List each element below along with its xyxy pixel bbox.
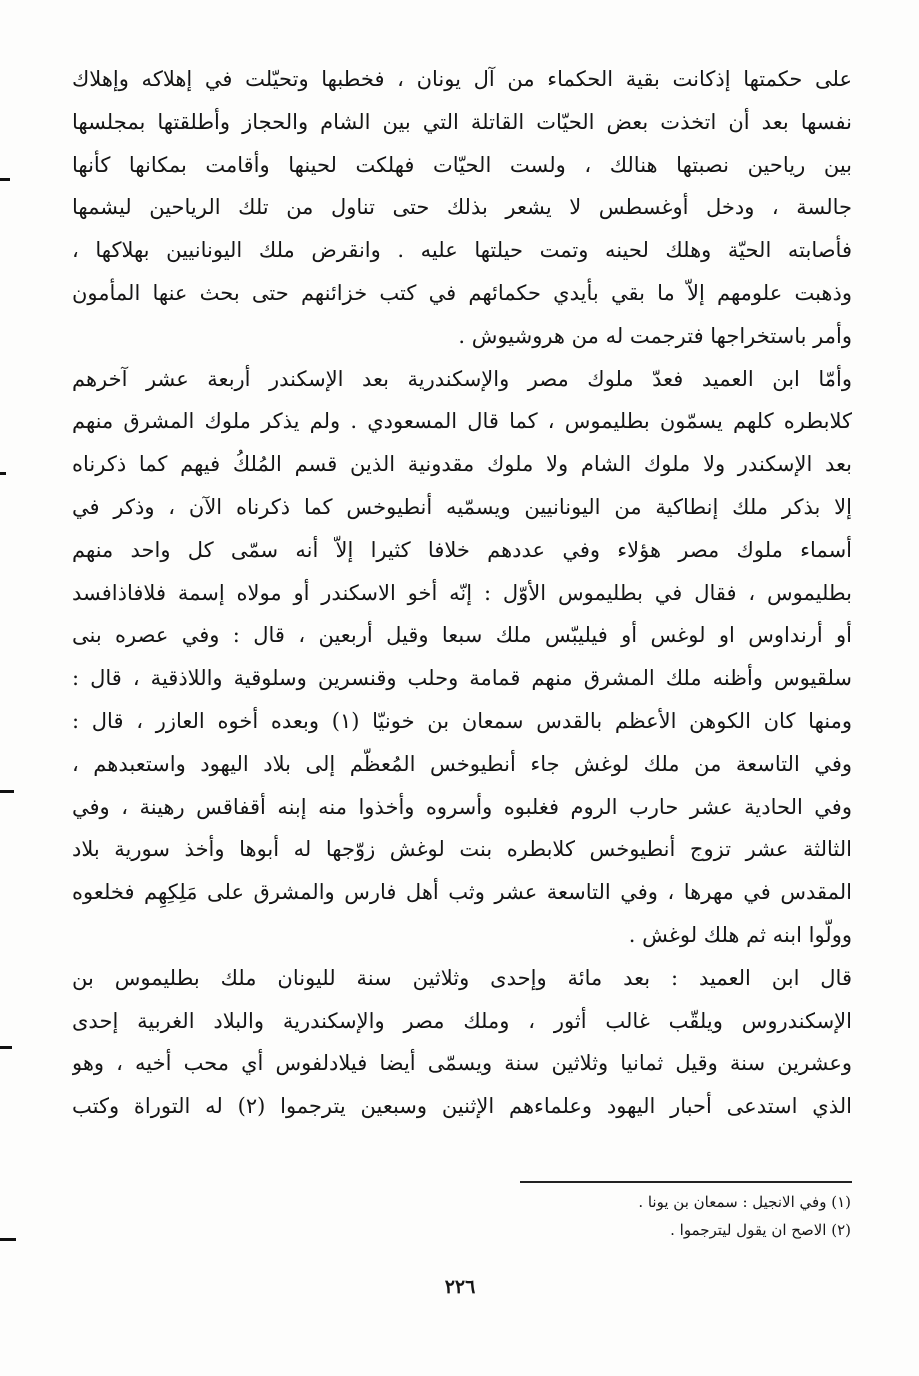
text-line: فأصابته الحيّة وهلك لحينه وتمت حيلتها عليه . وانقرض ملك اليونانيين بهلاكها ، — [72, 238, 852, 263]
scan-edge-mark — [0, 1238, 16, 1241]
page-number: ٢٢٦ — [444, 1276, 476, 1298]
text-line: وفي التاسعة من ملك لوغش جاء أنطيوخس المُعظّم إلى بلاد اليهود واستعبدهم ، — [72, 751, 852, 776]
text-line: وعشرين سنة وقيل ثمانيا وثلاثين سنة ويسمّى أيضا فيلادلفوس أي محب أخيه ، وهو — [72, 1051, 852, 1076]
text-line: الإسكندروس ويلقّب غالب أثور ، وملك مصر والإسكندرية والبلاد الغربية إحدى — [72, 1008, 852, 1033]
text-line: أسماء ملوك مصر هؤلاء وفي عددهم خلافا كثيرا إلاّ أنه سمّى كل واحد منهم — [72, 537, 852, 562]
footnote: (١) وفي الانجيل : سمعان بن يونا . — [638, 1193, 851, 1211]
scan-edge-mark — [0, 790, 14, 793]
scan-edge-mark — [0, 472, 6, 475]
text-line: بطليموس ، فقال في بطليموس الأوّل : إنّه أخو الاسكندر أو مولاه إسمة فلافاذافسد — [72, 580, 852, 605]
footnotes — [451, 1188, 851, 1244]
text-line: كلابطره كلهم يسمّون بطليموس ، كما قال المسعودي . ولم يذكر ملوك المشرق منهم — [72, 409, 852, 434]
text-line: أو أرنداوس او لوغس أو فيليبّس ملك سبعا وقيل أربعين ، قال : وفي عصره بنى — [72, 623, 852, 648]
text-line: سلقيوس وأظنه ملك المشرق منهم قمامة وحلب وقنسرين وسلوقية واللاذقية ، قال : — [72, 666, 852, 691]
text-line: الثالثة عشر تزوج أنطيوخس كلابطره بنت لوغش زوّجها له أبوها وأخذ سورية بلاد — [72, 837, 852, 862]
scan-edge-mark — [0, 178, 10, 181]
text-line: المقدس في مهرها ، وفي التاسعة عشر وثب أهل فارس والمشرق على مَلِكِهِم فخلعوه — [72, 880, 852, 905]
text-line: وفي الحادية عشر حارب الروم فغلبوه وأسروه وأخذوا منه إبنه أقفاقس رهينة ، وفي — [72, 794, 852, 819]
text-line: نفسها بعد أن اتخذت بعض الحيّات القاتلة التي بين الشام والحجاز وأطلقتها بمجلسها — [72, 109, 852, 134]
text-line: وأمر باستخراجها فترجمت له من هروشيوش . — [458, 323, 852, 348]
text-line: قال ابن العميد : بعد مائة وإحدى وثلاثين سنة لليونان ملك بطليموس بن — [72, 965, 852, 990]
main-text — [72, 58, 852, 1128]
text-line: على حكمتها إذكانت بقية الحكماء من آل يونان ، فخطبها وتحيّلت في إهلاكه وإهلاك — [72, 67, 852, 91]
footnote: (٢) الاصح ان يقول ليترجموا . — [670, 1221, 851, 1239]
footnote-separator — [520, 1181, 852, 1183]
text-line: الذي استدعى أحبار اليهود وعلماءهم الإثنين وسبعين يترجموا (٢) له التوراة وكتب — [72, 1094, 852, 1119]
text-line: بين رياحين نصبتها هنالك ، ولست الحيّات فهلكت لحينها وأقامت بمكانها كأنها — [72, 152, 852, 177]
text-line: إلا بذكر ملك إنطاكية من اليونانيين ويسمّيه أنطيوخس كما ذكرناه الآن ، وذكر في — [72, 494, 852, 519]
text-line: وولّوا ابنه ثم هلك لوغش . — [628, 922, 852, 947]
text-line: بعد الإسكندر ولا ملوك الشام ولا ملوك مقدونية الذين قسم المُلكُ فيهم كما ذكرناه — [72, 452, 852, 477]
scan-edge-mark — [0, 1046, 12, 1049]
text-line: جالسة ، ودخل أوغسطس لا يشعر بذلك حتى تناول من تلك الرياحين ليشمها — [72, 195, 852, 220]
text-line: وأمّا ابن العميد فعدّ ملوك مصر والإسكندرية بعد الإسكندر أربعة عشر آخرهم — [72, 366, 852, 391]
text-line: وذهبت علومهم إلاّ ما بقي بأيدي حكمائهم في كتب خزائنهم حتى بحث عنها المأمون — [72, 280, 852, 305]
text-line: ومنها كان الكوهن الأعظم بالقدس سمعان بن خونيّا (١) وبعده أخوه العازر ، قال : — [72, 708, 852, 733]
